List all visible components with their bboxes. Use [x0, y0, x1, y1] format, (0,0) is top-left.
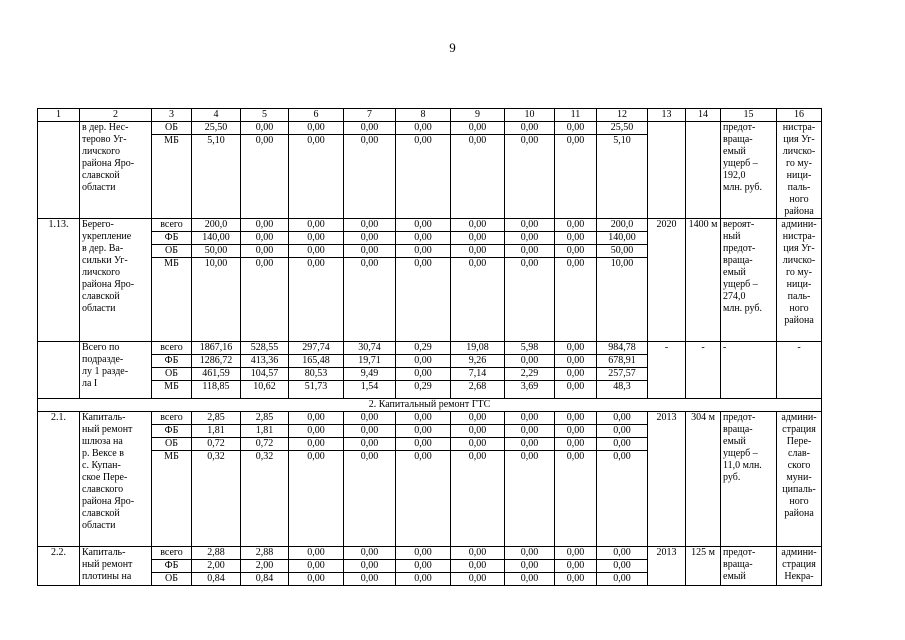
amount-cell: 0,00: [241, 122, 289, 135]
table-row: [38, 412, 822, 425]
amount-cell: 0,00: [505, 245, 555, 258]
amount-cell: 10,62: [241, 381, 289, 399]
table-row: [38, 342, 822, 355]
amount-cell: 0,00: [555, 258, 597, 342]
funding-source: ФБ: [152, 560, 192, 573]
amount-cell: 0,00: [451, 547, 505, 560]
funding-source: МБ: [152, 381, 192, 399]
amount-cell: 0,00: [241, 135, 289, 219]
table-row: [38, 219, 822, 232]
amount-cell: 2,29: [505, 368, 555, 381]
table-row: [38, 122, 822, 135]
amount-cell: 7,14: [451, 368, 505, 381]
amount-cell: 0,00: [289, 412, 344, 425]
amount-cell: 0,00: [289, 232, 344, 245]
amount-cell: 0,00: [344, 135, 396, 219]
column-header: 11: [555, 109, 597, 122]
amount-cell: 0,00: [396, 135, 451, 219]
amount-cell: 19,08: [451, 342, 505, 355]
capacity: 1400 м: [686, 219, 721, 342]
completion-year: [648, 122, 686, 219]
amount-cell: 0,72: [192, 438, 241, 451]
amount-cell: 3,69: [505, 381, 555, 399]
amount-cell: 0,00: [555, 560, 597, 573]
amount-cell: 0,00: [289, 245, 344, 258]
capacity: 304 м: [686, 412, 721, 547]
expected-effect: предот- враща- емый ущерб – 192,0 млн. руб.: [721, 122, 777, 219]
amount-cell: 0,00: [344, 425, 396, 438]
amount-cell: 10,00: [192, 258, 241, 342]
executor: админи- нистра- ция Уг- личско- го му- ници- паль- ного района: [777, 219, 822, 342]
amount-cell: 0,00: [344, 560, 396, 573]
amount-cell: 528,55: [241, 342, 289, 355]
amount-cell: 0,00: [289, 122, 344, 135]
amount-cell: 0,00: [505, 135, 555, 219]
amount-cell: 0,00: [505, 258, 555, 342]
amount-cell: 0,00: [396, 122, 451, 135]
amount-cell: 0,00: [505, 122, 555, 135]
amount-cell: 0,00: [451, 412, 505, 425]
amount-cell: 30,74: [344, 342, 396, 355]
amount-cell: 140,00: [192, 232, 241, 245]
amount-cell: 0,00: [344, 122, 396, 135]
amount-cell: 25,50: [597, 122, 648, 135]
amount-cell: 0,00: [505, 547, 555, 560]
measure-name: Капиталь- ный ремонт плотины на: [80, 547, 152, 586]
executor: -: [777, 342, 822, 399]
amount-cell: 104,57: [241, 368, 289, 381]
amount-cell: 0,00: [396, 547, 451, 560]
expected-effect: -: [721, 342, 777, 399]
funding-source: ФБ: [152, 355, 192, 368]
amount-cell: 0,00: [597, 560, 648, 573]
completion-year: 2020: [648, 219, 686, 342]
amount-cell: 0,00: [241, 258, 289, 342]
amount-cell: 0,00: [597, 438, 648, 451]
column-number-row: [38, 109, 822, 122]
amount-cell: 51,73: [289, 381, 344, 399]
amount-cell: 2,85: [241, 412, 289, 425]
amount-cell: 0,00: [505, 573, 555, 586]
amount-cell: 0,00: [505, 451, 555, 547]
amount-cell: 0,00: [396, 219, 451, 232]
amount-cell: 0,00: [396, 245, 451, 258]
amount-cell: 48,3: [597, 381, 648, 399]
amount-cell: 0,00: [396, 438, 451, 451]
amount-cell: 5,10: [597, 135, 648, 219]
amount-cell: 2,00: [192, 560, 241, 573]
amount-cell: 118,85: [192, 381, 241, 399]
column-header: 14: [686, 109, 721, 122]
amount-cell: 0,00: [289, 547, 344, 560]
amount-cell: 0,00: [451, 219, 505, 232]
amount-cell: 0,00: [241, 245, 289, 258]
amount-cell: 9,26: [451, 355, 505, 368]
amount-cell: 0,00: [505, 438, 555, 451]
amount-cell: 257,57: [597, 368, 648, 381]
executor: админи- страция Пере- слав- ского муни- ципаль- ного района: [777, 412, 822, 547]
amount-cell: 0,00: [451, 232, 505, 245]
amount-cell: 25,50: [192, 122, 241, 135]
funding-source: ОБ: [152, 245, 192, 258]
measure-number: 2.1.: [38, 412, 80, 547]
amount-cell: 0,00: [289, 438, 344, 451]
amount-cell: 0,29: [396, 381, 451, 399]
measure-number: 1.13.: [38, 219, 80, 342]
measure-name: Капиталь- ный ремонт шлюза на р. Вексе в с. Купан- ское Пере- славского района Яро- славской области: [80, 412, 152, 547]
column-header: 13: [648, 109, 686, 122]
funding-source: МБ: [152, 451, 192, 547]
amount-cell: 0,00: [396, 258, 451, 342]
column-header: 10: [505, 109, 555, 122]
column-header: 12: [597, 109, 648, 122]
capacity: -: [686, 342, 721, 399]
table-row: [38, 547, 822, 560]
amount-cell: 0,00: [597, 451, 648, 547]
amount-cell: 0,00: [396, 451, 451, 547]
column-header: 2: [80, 109, 152, 122]
amount-cell: 0,00: [555, 573, 597, 586]
funding-source: всего: [152, 219, 192, 232]
funding-source: ОБ: [152, 122, 192, 135]
column-header: 6: [289, 109, 344, 122]
amount-cell: 2,85: [192, 412, 241, 425]
amount-cell: 1867,16: [192, 342, 241, 355]
column-header: 4: [192, 109, 241, 122]
amount-cell: 0,00: [344, 232, 396, 245]
amount-cell: 0,00: [555, 342, 597, 355]
amount-cell: 0,00: [451, 425, 505, 438]
measure-name: Берего- укрепление в дер. Ва- сильки Уг- личского района Яро- славской области: [80, 219, 152, 342]
funding-source: всего: [152, 342, 192, 355]
amount-cell: 1,81: [241, 425, 289, 438]
funding-source: ОБ: [152, 368, 192, 381]
amount-cell: 2,88: [192, 547, 241, 560]
column-header: 8: [396, 109, 451, 122]
amount-cell: 0,00: [597, 547, 648, 560]
completion-year: 2013: [648, 412, 686, 547]
amount-cell: 0,00: [344, 547, 396, 560]
amount-cell: 0,00: [289, 573, 344, 586]
amount-cell: 0,00: [344, 412, 396, 425]
amount-cell: 0,00: [396, 560, 451, 573]
amount-cell: 0,00: [241, 219, 289, 232]
amount-cell: 0,00: [344, 573, 396, 586]
amount-cell: 0,00: [396, 232, 451, 245]
amount-cell: 0,00: [555, 368, 597, 381]
amount-cell: 0,00: [555, 122, 597, 135]
measure-block: [38, 547, 822, 586]
column-header: 16: [777, 109, 822, 122]
amount-cell: 2,00: [241, 560, 289, 573]
expected-effect: вероят- ный предот- враща- емый ущерб – 274,0 млн. руб.: [721, 219, 777, 342]
funding-source: ОБ: [152, 438, 192, 451]
amount-cell: 0,00: [505, 412, 555, 425]
amount-cell: 0,00: [555, 135, 597, 219]
amount-cell: 0,00: [289, 135, 344, 219]
amount-cell: 0,84: [192, 573, 241, 586]
capacity: 125 м: [686, 547, 721, 586]
amount-cell: 2,68: [451, 381, 505, 399]
amount-cell: 0,00: [555, 381, 597, 399]
section-row: [38, 399, 822, 412]
amount-cell: 50,00: [192, 245, 241, 258]
amount-cell: 1,81: [192, 425, 241, 438]
amount-cell: 0,00: [555, 451, 597, 547]
funding-source: всего: [152, 547, 192, 560]
amount-cell: 200,0: [597, 219, 648, 232]
amount-cell: 0,00: [555, 547, 597, 560]
amount-cell: 5,10: [192, 135, 241, 219]
amount-cell: 200,0: [192, 219, 241, 232]
column-header: 3: [152, 109, 192, 122]
expected-effect: предот- враща- емый ущерб – 11,0 млн. руб.: [721, 412, 777, 547]
amount-cell: 0,00: [451, 122, 505, 135]
amount-cell: 0,29: [396, 342, 451, 355]
amount-cell: 0,00: [505, 560, 555, 573]
funding-source: ФБ: [152, 232, 192, 245]
amount-cell: 0,00: [597, 573, 648, 586]
executor: админи- страция Некра-: [777, 547, 822, 586]
amount-cell: 0,00: [396, 355, 451, 368]
amount-cell: 50,00: [597, 245, 648, 258]
amount-cell: 0,00: [289, 560, 344, 573]
measure-block: [38, 122, 822, 219]
executor: нистра- ция Уг- личско- го му- ници- паль- ного района: [777, 122, 822, 219]
capacity: [686, 122, 721, 219]
amount-cell: 0,00: [344, 451, 396, 547]
column-header: 9: [451, 109, 505, 122]
column-header: 5: [241, 109, 289, 122]
amount-cell: 2,88: [241, 547, 289, 560]
measure-name: Всего по подразде- лу 1 разде- ла I: [80, 342, 152, 399]
amount-cell: 0,00: [344, 438, 396, 451]
amount-cell: 0,00: [451, 451, 505, 547]
column-header: 15: [721, 109, 777, 122]
program-table: [37, 108, 822, 586]
amount-cell: 461,59: [192, 368, 241, 381]
amount-cell: 165,48: [289, 355, 344, 368]
amount-cell: 0,00: [597, 412, 648, 425]
amount-cell: 0,84: [241, 573, 289, 586]
funding-source: всего: [152, 412, 192, 425]
amount-cell: 0,32: [241, 451, 289, 547]
column-header: 7: [344, 109, 396, 122]
amount-cell: 0,00: [555, 412, 597, 425]
funding-source: МБ: [152, 135, 192, 219]
amount-cell: 0,00: [241, 232, 289, 245]
amount-cell: 0,00: [451, 245, 505, 258]
amount-cell: 0,00: [396, 573, 451, 586]
section-title: 2. Капитальный ремонт ГТС: [38, 399, 822, 412]
measure-block: [38, 412, 822, 547]
amount-cell: 0,00: [505, 219, 555, 232]
amount-cell: 80,53: [289, 368, 344, 381]
amount-cell: 413,36: [241, 355, 289, 368]
amount-cell: 678,91: [597, 355, 648, 368]
amount-cell: 0,00: [451, 258, 505, 342]
amount-cell: 0,32: [192, 451, 241, 547]
funding-source: ФБ: [152, 425, 192, 438]
amount-cell: 0,00: [505, 425, 555, 438]
amount-cell: 0,00: [555, 219, 597, 232]
amount-cell: 9,49: [344, 368, 396, 381]
subtotal-block: [38, 342, 822, 399]
measure-number: 2.2.: [38, 547, 80, 586]
amount-cell: 0,00: [555, 355, 597, 368]
amount-cell: 0,00: [344, 258, 396, 342]
amount-cell: 0,00: [344, 245, 396, 258]
measure-block: [38, 219, 822, 342]
measure-number: [38, 342, 80, 399]
amount-cell: 0,00: [451, 573, 505, 586]
amount-cell: 0,00: [396, 368, 451, 381]
amount-cell: 0,00: [555, 438, 597, 451]
amount-cell: 5,98: [505, 342, 555, 355]
amount-cell: 0,00: [505, 232, 555, 245]
amount-cell: 0,00: [289, 451, 344, 547]
measure-name: в дер. Нес- терово Уг- личского района Яро- славской области: [80, 122, 152, 219]
expected-effect: предот- враща- емый: [721, 547, 777, 586]
completion-year: 2013: [648, 547, 686, 586]
completion-year: -: [648, 342, 686, 399]
amount-cell: 0,00: [451, 438, 505, 451]
amount-cell: 140,00: [597, 232, 648, 245]
amount-cell: 0,00: [289, 258, 344, 342]
page-number: 9: [449, 40, 456, 55]
column-header: 1: [38, 109, 80, 122]
amount-cell: 0,00: [555, 245, 597, 258]
amount-cell: 0,00: [597, 425, 648, 438]
amount-cell: 0,00: [396, 425, 451, 438]
amount-cell: 0,00: [505, 355, 555, 368]
amount-cell: 19,71: [344, 355, 396, 368]
amount-cell: 0,00: [289, 219, 344, 232]
amount-cell: 0,00: [344, 219, 396, 232]
funding-source: МБ: [152, 258, 192, 342]
amount-cell: 0,00: [289, 425, 344, 438]
amount-cell: 1,54: [344, 381, 396, 399]
amount-cell: 0,00: [451, 560, 505, 573]
measure-number: [38, 122, 80, 219]
amount-cell: 0,00: [396, 412, 451, 425]
amount-cell: 0,72: [241, 438, 289, 451]
amount-cell: 0,00: [555, 232, 597, 245]
amount-cell: 297,74: [289, 342, 344, 355]
funding-source: ОБ: [152, 573, 192, 586]
amount-cell: 1286,72: [192, 355, 241, 368]
amount-cell: 0,00: [451, 135, 505, 219]
amount-cell: 0,00: [555, 425, 597, 438]
amount-cell: 984,78: [597, 342, 648, 355]
amount-cell: 10,00: [597, 258, 648, 342]
